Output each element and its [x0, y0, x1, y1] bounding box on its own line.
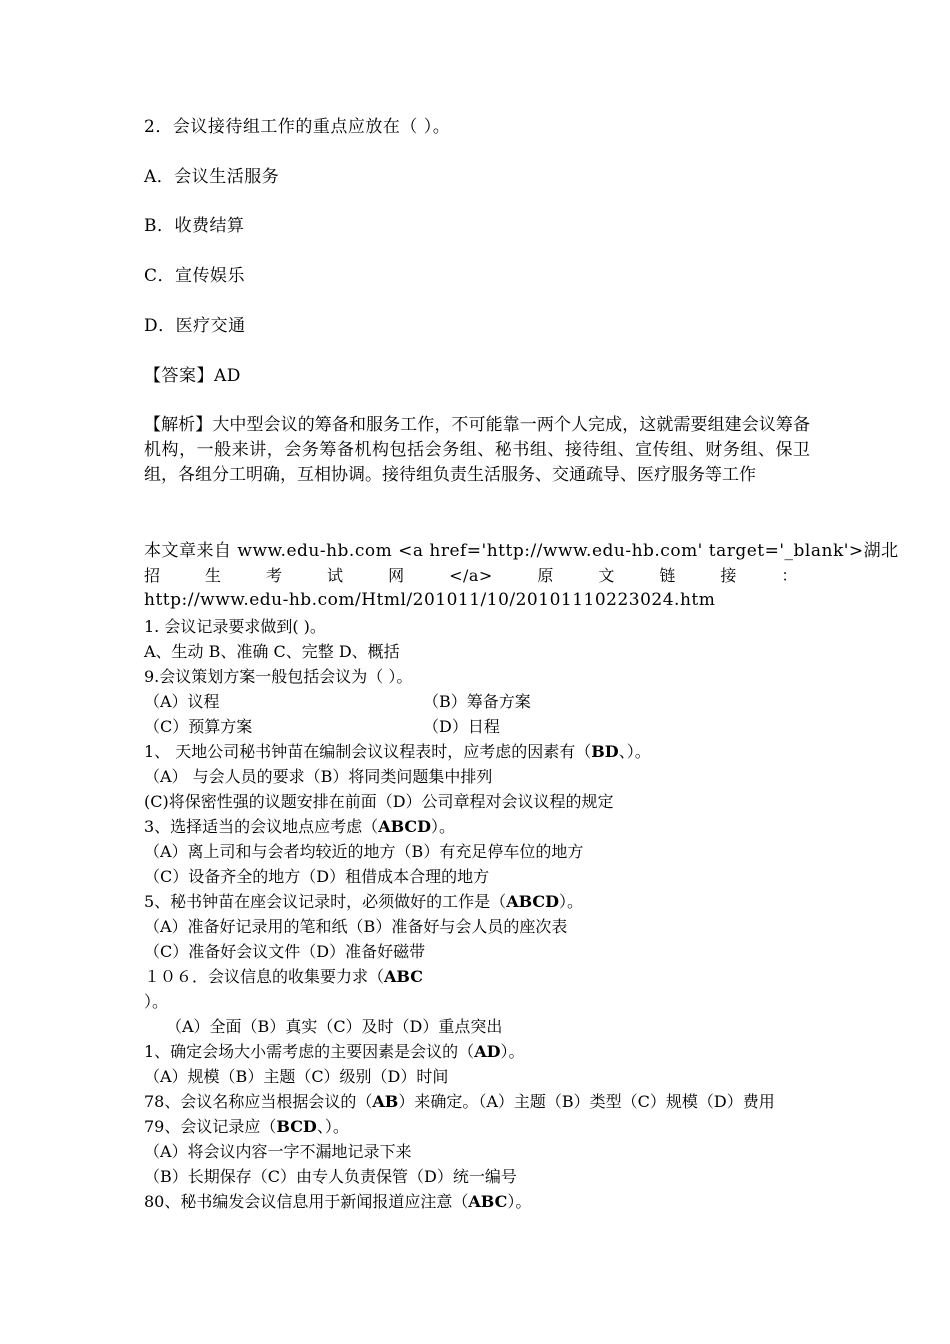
question-106-stem-tail: ）。	[144, 992, 169, 1011]
size-question-answer: AD	[474, 1042, 501, 1061]
question-2-answer: 【答案】AD	[144, 366, 241, 386]
question-2-option-b: B．收费结算	[144, 216, 245, 236]
agenda-question-options-2: (C)将保密性强的议题安排在前面（D）公司章程对会议议程的规定	[144, 792, 614, 811]
agenda-question-answer: BD	[591, 742, 619, 761]
size-question-options: （A）规模（B）主题（C）级别（D）时间	[144, 1067, 449, 1086]
source-line-2-part: 文	[598, 566, 615, 585]
question-79-stem: 79、会议记录应（BCD、）。	[144, 1117, 349, 1136]
agenda-question-options-1: （A） 与会人员的要求（B）将同类问题集中排列	[144, 767, 493, 786]
source-line-2-part: 链	[659, 566, 676, 585]
question-2-option-d: D．医疗交通	[144, 316, 246, 336]
question-80-stem: 80、秘书编发会议信息用于新闻报道应注意（ABC）。	[144, 1192, 532, 1211]
question-9-option-b: （B）筹备方案	[423, 692, 531, 711]
size-question-stem: 1、确定会场大小需考虑的主要因素是会议的（AD）。	[144, 1042, 525, 1061]
question-78: 78、会议名称应当根据会议的（AB）来确定。（A）主题（B）类型（C）规模（D）费用	[144, 1092, 775, 1111]
source-line-2-part: 招	[144, 566, 161, 585]
source-line-2-part: </a>	[449, 566, 493, 585]
source-line-1: 本文章来自 www.edu-hb.com <a href='http://www.edu-hb.com' target='_blank'>湖北	[144, 541, 899, 561]
source-line-2-part: 试	[327, 566, 344, 585]
question-9-stem: 9.会议策划方案一般包括会议为（ ）。	[144, 667, 413, 686]
source-line-2-part: 考	[266, 566, 283, 585]
source-line-2-part: ：	[781, 566, 798, 585]
source-line-2-part: 原	[537, 566, 554, 585]
question-80-answer: ABC	[468, 1192, 508, 1211]
record-question-stem: 1. 会议记录要求做到( )。	[144, 617, 326, 636]
minutes-question-options-1: （A）准备好记录用的笔和纸（B）准备好与会人员的座次表	[144, 917, 568, 936]
question-2-stem: 2．会议接待组工作的重点应放在（ ）。	[144, 117, 451, 137]
source-line-2	[144, 566, 798, 586]
record-question-options: A、生动 B、准确 C、完整 D、概括	[144, 642, 400, 661]
venue-question-options-1: （A）离上司和与会者均较近的地方（B）有充足停车位的地方	[144, 842, 584, 861]
question-2-analysis: 【解析】大中型会议的筹备和服务工作，不可能靠一两个人完成，这就需要组建会议筹备机构，一般来讲，会务筹备机构包括会务组、秘书组、接待组、宣传组、财务组、保卫组，各组分工明确，互相协调。接待组负责生活服务、交通疏导、医疗服务等工作	[144, 415, 810, 485]
source-url: http://www.edu-hb.com/Html/201011/10/20101110223024.htm	[144, 590, 716, 610]
question-78-answer: AB	[372, 1092, 399, 1111]
venue-question-options-2: （C）设备齐全的地方（D）租借成本合理的地方	[144, 867, 490, 886]
venue-question-answer: ABCD	[378, 817, 432, 836]
question-106-options: （A）全面（B）真实（C）及时（D）重点突出	[166, 1017, 503, 1036]
source-line-2-part: 接	[720, 566, 737, 585]
question-9-option-c: （C）预算方案	[144, 717, 253, 736]
question-2-option-c: C．宣传娱乐	[144, 266, 246, 286]
question-9-option-d: （D）日程	[423, 717, 500, 736]
venue-question-stem: 3、选择适当的会议地点应考虑（ABCD）。	[144, 817, 456, 836]
minutes-question-options-2: （C）准备好会议文件（D）准备好磁带	[144, 942, 426, 961]
question-79-options-1: （A）将会议内容一字不漏地记录下来	[144, 1142, 412, 1161]
question-106-stem: １０６．会议信息的收集要力求（ABC	[144, 967, 423, 986]
source-line-2-part: 网	[388, 566, 405, 585]
question-79-answer: BCD	[276, 1117, 317, 1136]
question-106-answer: ABC	[384, 967, 423, 986]
question-2-option-a: A．会议生活服务	[144, 167, 280, 187]
source-line-2-part: 生	[205, 566, 222, 585]
question-9-option-a: （A）议程	[144, 692, 220, 711]
agenda-question-stem: 1、 天地公司秘书钟苗在编制会议议程表时，应考虑的因素有（BD、）。	[144, 742, 651, 761]
minutes-question-stem: 5、秘书钟苗在座会议记录时，必须做好的工作是（ABCD）。	[144, 892, 584, 911]
minutes-question-answer: ABCD	[506, 892, 560, 911]
question-79-options-2: （B）长期保存（C）由专人负责保管（D）统一编号	[144, 1167, 517, 1186]
